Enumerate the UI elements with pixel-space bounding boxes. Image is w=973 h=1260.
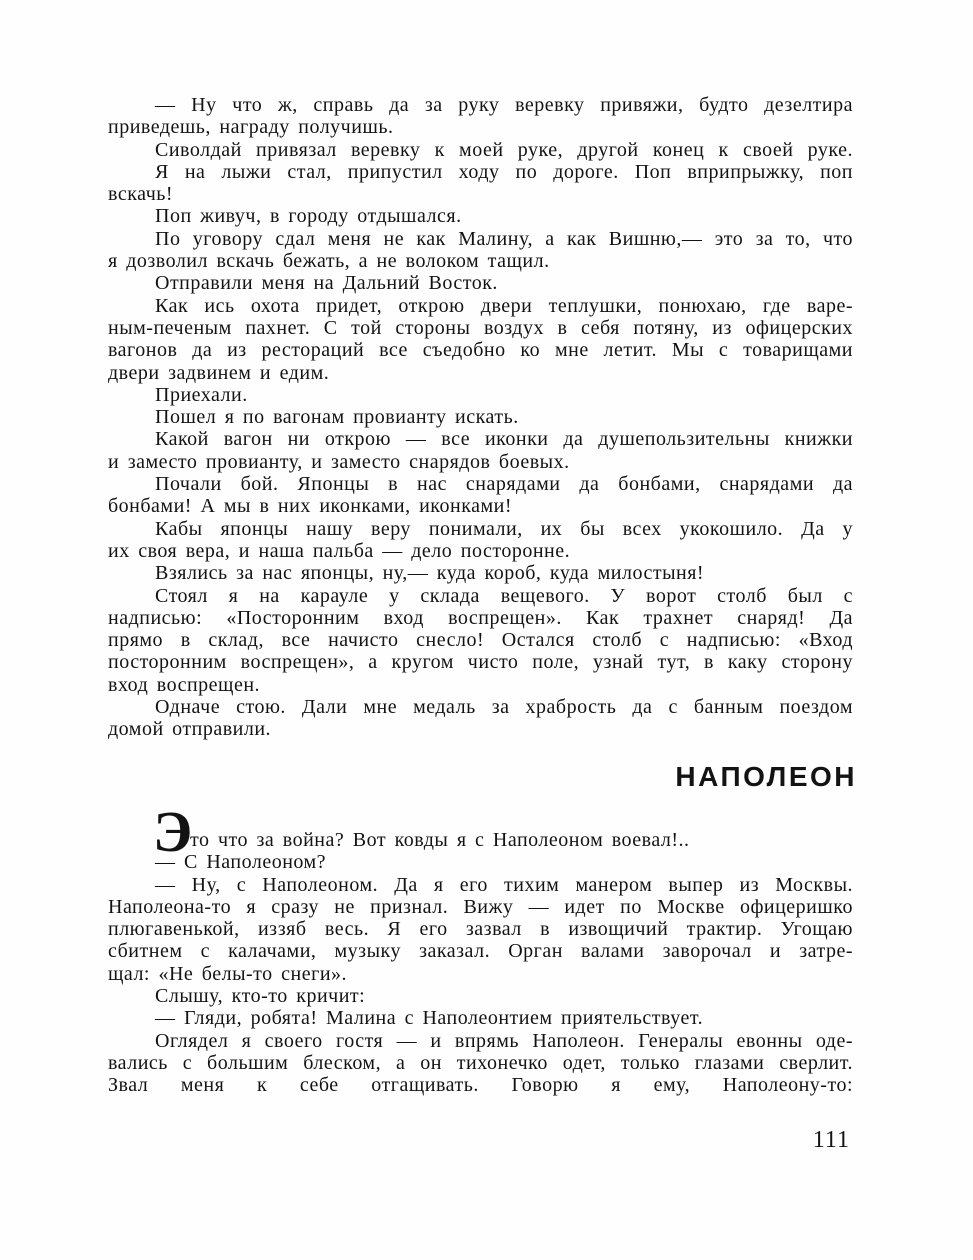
text-line: Приехали.: [155, 383, 248, 406]
text-line: Сиволдай привязал веревку к моей руке, другой конец к своей руке.: [155, 138, 853, 161]
text-line: Какой вагон ни открою — все иконки да душепользительны книжки: [155, 428, 853, 451]
text-line: и заместо провианту, и заместо снарядов боевых.: [108, 450, 570, 473]
paragraph: [108, 205, 853, 227]
text-line: Я на лыжи стал, припустил ходу по дороге. Поп вприпрыжку, поп: [155, 160, 853, 183]
paragraph: [108, 139, 853, 161]
paragraph: [108, 272, 853, 294]
text-line: Стоял я на карауле у склада вещевого. У ворот столб был с: [155, 584, 853, 607]
text-line: Как ись охота придет, открою двери теплушки, понюхаю, где варе-: [155, 294, 853, 317]
paragraph: [108, 406, 853, 428]
drop-cap: Э: [153, 799, 193, 864]
text-line: Кабы японцы нашу веру понимали, их бы всех укокошило. Да у: [155, 517, 853, 540]
paragraph: [108, 562, 853, 584]
text-line: сбитнем с калачами, музыку заказал. Орган валами заворочал и затре-: [108, 940, 853, 963]
paragraph: [108, 384, 853, 406]
text-line: По уговору сдал меня не как Малину, а как Вишню,— это за то, что: [155, 227, 853, 250]
text-line: вход воспрещен.: [108, 673, 261, 696]
paragraph: [108, 428, 853, 473]
text-line: ным-печеным пахнет. С той стороны воздух в себя потяну, из офицерских: [108, 316, 853, 339]
chapter-text: [108, 829, 853, 1097]
paragraph: [108, 1030, 853, 1097]
paragraph: [108, 851, 853, 873]
text-line: бонбами! А мы в них иконками, иконками!: [108, 495, 513, 518]
paragraph: [108, 985, 853, 1007]
text-line: — Ну что ж, справь да за руку веревку привяжи, будто дезелтира: [155, 94, 853, 116]
paragraph: [108, 295, 853, 384]
text-line: приведешь, награду получишь.: [108, 116, 394, 139]
text-line: домой отправили.: [108, 718, 272, 741]
text-line: то что за война? Вот ковды я с Наполеоном воевал!..: [190, 829, 690, 851]
text-line: плюгавенькой, иззяб весь. Я его зазвал в извощичий трактир. Угощаю: [108, 918, 853, 941]
text-line: щал: «Не белы-то снеги».: [108, 962, 348, 985]
text-line: я дозволил вскачь бежать, а не волоком тащил.: [108, 250, 550, 273]
paragraph: [108, 696, 853, 741]
text-line: вагонов да из рестораций все съедобно ко мне летит. Мы с товарищами: [108, 339, 853, 362]
text-line: — С Наполеоном?: [155, 851, 327, 874]
page-number: 111: [812, 1127, 850, 1153]
paragraph: [108, 228, 853, 273]
text-line: Одначе стою. Дали мне медаль за храбрость да с банным поездом: [155, 696, 853, 719]
text-line: Отправили меня на Дальний Восток.: [155, 272, 498, 295]
text-line: Взялись за нас японцы, ну,— куда короб, куда милостыня!: [155, 562, 705, 585]
paragraph: [108, 1007, 853, 1029]
text-line: вскачь!: [108, 183, 174, 206]
text-line: Почали бой. Японцы в нас снарядами да бонбами, снарядами да: [155, 473, 853, 496]
paragraph: [108, 473, 853, 518]
text-line: Слышу, кто-то кричит:: [155, 985, 366, 1008]
text-line: Пошел я по вагонам провианту искать.: [155, 406, 519, 429]
paragraph: [108, 874, 853, 985]
text-line: надписью: «Посторонним вход воспрещен». Как трахнет снаряд! Да: [108, 606, 853, 629]
text-line: Наполеона-то я сразу не признал. Вижу — идет по Москве офицеришко: [108, 895, 853, 918]
paragraph: [108, 94, 853, 139]
text-line: прямо в склад, все начисто снесло! Остался столб с надписью: «Вход: [108, 629, 853, 652]
text-line: Оглядел я своего гостя — и впрямь Наполеон. Генералы евонны оде-: [155, 1029, 853, 1052]
story-text: [108, 94, 853, 741]
chapter-title: НАПОЛЕОН: [675, 761, 857, 792]
text-line: — Ну, с Наполеоном. Да я его тихим манером выпер из Москвы.: [155, 873, 853, 896]
text-line: их своя вера, и наша пальба — дело посторонне.: [108, 539, 571, 562]
text-line: двери задвинем и едим.: [108, 361, 330, 384]
paragraph: [108, 829, 853, 851]
paragraph: [108, 518, 853, 563]
text-line: Звал меня к себе отгащивать. Говорю я ему, Наполеону-то:: [108, 1074, 853, 1097]
text-line: вались с большим блеском, а он тихонечко одет, только глазами сверлит.: [108, 1051, 853, 1074]
paragraph: [108, 161, 853, 206]
text-line: — Гляди, робята! Малина с Наполеонтием приятельствует.: [155, 1007, 704, 1030]
text-line: посторонним воспрещен», а кругом чисто поле, узнай тут, в каку сторону: [108, 651, 853, 674]
paragraph: [108, 585, 853, 696]
text-line: Поп живуч, в городу отдышался.: [155, 205, 462, 228]
